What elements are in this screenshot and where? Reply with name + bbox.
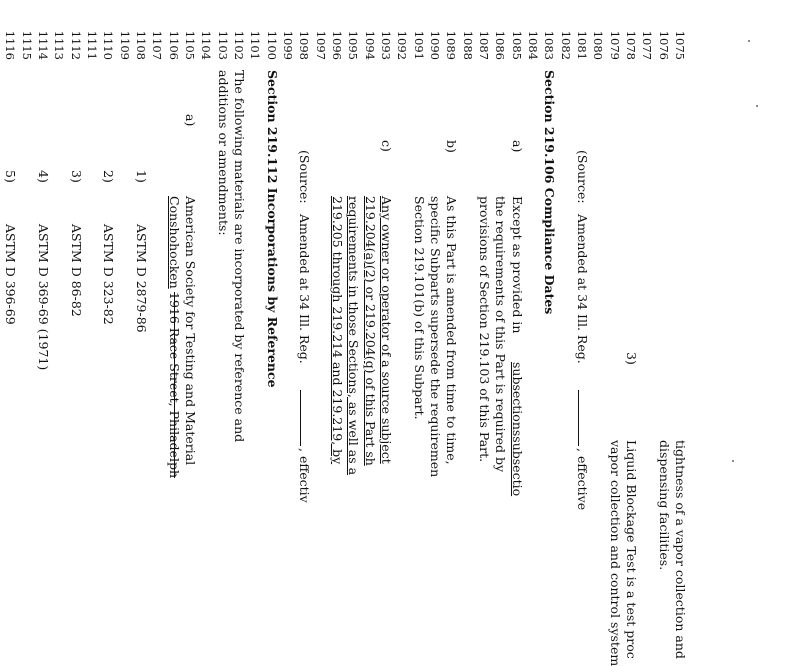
- section-heading: Section 219.112 Incorporations by Reference: [264, 70, 280, 388]
- document-line: [84, 0, 100, 618]
- line-text: 2): [101, 170, 117, 183]
- line-text: 3): [68, 170, 84, 183]
- document-line: [558, 0, 574, 618]
- line-number: [0, 20, 2, 60]
- line-text: 5): [3, 170, 19, 183]
- document-line: [541, 0, 557, 618]
- line-number: 1101: [248, 30, 263, 60]
- document-line: [166, 0, 182, 618]
- line-text: (Source:: [575, 150, 591, 204]
- line-text: As this Part is amended from time to time,: [444, 196, 460, 465]
- line-text: tightness of a vapor collection and: [673, 440, 688, 659]
- line-text: the requirements of this Part is required by: [493, 196, 509, 473]
- line-text: Except as provided in: [509, 196, 525, 334]
- line-number: 1110: [101, 30, 116, 60]
- line-number: 1100: [264, 30, 279, 60]
- line-text: provisions of Section 219.103 of this Part.: [477, 196, 493, 463]
- line-number: 1103: [215, 30, 230, 60]
- document-line: [2, 0, 18, 618]
- document-line: [639, 0, 655, 618]
- line-number: 1095: [346, 30, 361, 60]
- document-line: [394, 0, 410, 618]
- document-line: [117, 0, 133, 618]
- line-number: 1089: [444, 30, 459, 60]
- document-line: [656, 0, 672, 618]
- document-line: [68, 0, 84, 618]
- line-number: 1092: [395, 30, 410, 60]
- line-number: 1083: [542, 30, 557, 60]
- document-line: [362, 0, 378, 618]
- line-text: specific Subparts supersede the requiremen: [428, 196, 444, 478]
- line-number: 1090: [428, 30, 443, 60]
- document-line: [19, 0, 35, 618]
- line-text: a): [509, 140, 525, 153]
- document-line: [0, 0, 2, 618]
- blank-field-line: [296, 390, 312, 446]
- line-text: Any owner or operator of a source subject: [379, 196, 395, 464]
- line-number: 1077: [640, 30, 655, 60]
- line-text: Amended at 34 Ill. Reg.: [297, 214, 313, 364]
- document-line: [574, 0, 590, 618]
- line-number: 1081: [575, 30, 590, 60]
- scan-speck: [756, 105, 758, 107]
- line-number: 1111: [85, 30, 100, 60]
- line-text: American Society for Testing and Material: [183, 196, 199, 466]
- line-number: 1107: [150, 30, 165, 60]
- scan-speck: [732, 460, 734, 462]
- line-number: 1078: [624, 30, 639, 60]
- line-text: The following materials are incorporated by reference and: [232, 70, 248, 443]
- line-number: 1113: [52, 30, 67, 60]
- line-number: 1087: [477, 30, 492, 60]
- line-number: 1112: [68, 30, 83, 60]
- line-text: , effectiv: [297, 448, 313, 503]
- line-number: 1096: [330, 30, 345, 60]
- document-line: [427, 0, 443, 618]
- line-number: 1075: [673, 30, 687, 60]
- line-text: dispensing facilities.: [656, 440, 672, 571]
- line-number: 1115: [19, 30, 34, 60]
- line-text: Conshohocken: [166, 196, 182, 289]
- line-text: (Source:: [297, 150, 313, 204]
- scan-speck: [748, 40, 750, 42]
- document-line: [607, 0, 623, 666]
- line-number: 1085: [509, 30, 524, 60]
- line-text: a): [183, 114, 199, 127]
- line-text: b): [444, 140, 460, 153]
- line-number: 1084: [526, 30, 541, 60]
- document-line: [460, 0, 476, 618]
- line-number: 1086: [493, 30, 508, 60]
- line-number: 1080: [591, 30, 606, 60]
- document-line: [231, 0, 247, 618]
- document-line: [672, 0, 688, 659]
- document-line: [100, 0, 116, 618]
- document-line: [198, 0, 214, 618]
- line-text: 219.204(a)(2) or 219.204(q) of this Part sh: [362, 196, 378, 466]
- document-line: [509, 0, 525, 618]
- line-text: 3): [624, 352, 640, 365]
- line-number: 1106: [166, 30, 181, 60]
- document-line: [623, 0, 640, 659]
- line-text: , effective: [575, 448, 591, 511]
- blank-underline: [578, 390, 590, 446]
- line-text: ASTM D 2879-86: [134, 224, 150, 333]
- document-line: [590, 0, 606, 618]
- document-line: [149, 0, 165, 618]
- line-text: Section 219.101(b) of this Subpart.: [411, 196, 427, 420]
- line-text: Amended at 34 Ill. Reg.: [575, 214, 591, 364]
- document-line: [411, 0, 427, 618]
- line-number: 1104: [199, 30, 214, 60]
- document-line: [329, 0, 345, 618]
- document-line: [313, 0, 329, 618]
- line-number: 1116: [3, 30, 18, 60]
- document-line: [215, 0, 231, 618]
- line-number: 1094: [362, 30, 377, 60]
- line-number: 1076: [656, 30, 671, 60]
- document-line: [476, 0, 492, 618]
- line-text: ASTM D 323-82: [101, 224, 117, 325]
- line-number: 1088: [460, 30, 475, 60]
- line-number: 1098: [297, 30, 312, 60]
- document-line: [492, 0, 508, 618]
- line-number: 1099: [281, 30, 296, 60]
- line-text: 4): [36, 170, 52, 183]
- document-line: [133, 0, 149, 618]
- line-text: 219.205 through 219.214 and 219.219, by: [330, 196, 346, 465]
- document-line: [280, 0, 296, 618]
- line-text: 1): [134, 170, 150, 183]
- document-line: [51, 0, 67, 618]
- document-line: [378, 0, 394, 618]
- line-number: 1079: [607, 30, 622, 60]
- blank-underline: [300, 390, 312, 446]
- line-number: 1114: [36, 30, 51, 60]
- document-line: [35, 0, 51, 618]
- line-text: subsectionssubsectio: [509, 362, 525, 497]
- line-number: 1082: [558, 30, 573, 60]
- line-text: ASTM D 369-69 (1971): [36, 224, 52, 371]
- document-line: [264, 0, 280, 618]
- line-number: 1091: [411, 30, 426, 60]
- line-text: additions or amendments:: [215, 70, 231, 236]
- line-number: 1093: [379, 30, 394, 60]
- blank-field-line: [574, 390, 590, 446]
- line-text: requirements in those Sections, as well as a: [346, 196, 362, 476]
- document-line: [525, 0, 541, 618]
- document-line: [443, 0, 459, 618]
- line-number: 1105: [183, 30, 198, 60]
- line-text: Liquid Blockage Test is a test proc: [624, 440, 640, 659]
- section-heading: Section 219.106 Compliance Dates: [542, 70, 558, 315]
- line-number: 1097: [313, 30, 328, 60]
- document-line: [345, 0, 361, 618]
- line-text: c): [379, 140, 395, 152]
- document-line: [247, 0, 263, 618]
- line-number: 1108: [134, 30, 149, 60]
- line-number: 1102: [232, 30, 247, 60]
- line-text: ASTM D 396-69: [3, 224, 19, 325]
- line-text: vapor collection and control system: [607, 440, 623, 666]
- line-text: 1916 Race Street, Philadelph: [166, 292, 182, 478]
- document-line: [296, 0, 312, 618]
- document-line: [182, 0, 198, 618]
- line-number: 1109: [117, 30, 132, 60]
- line-text: ASTM D 86-82: [68, 224, 84, 317]
